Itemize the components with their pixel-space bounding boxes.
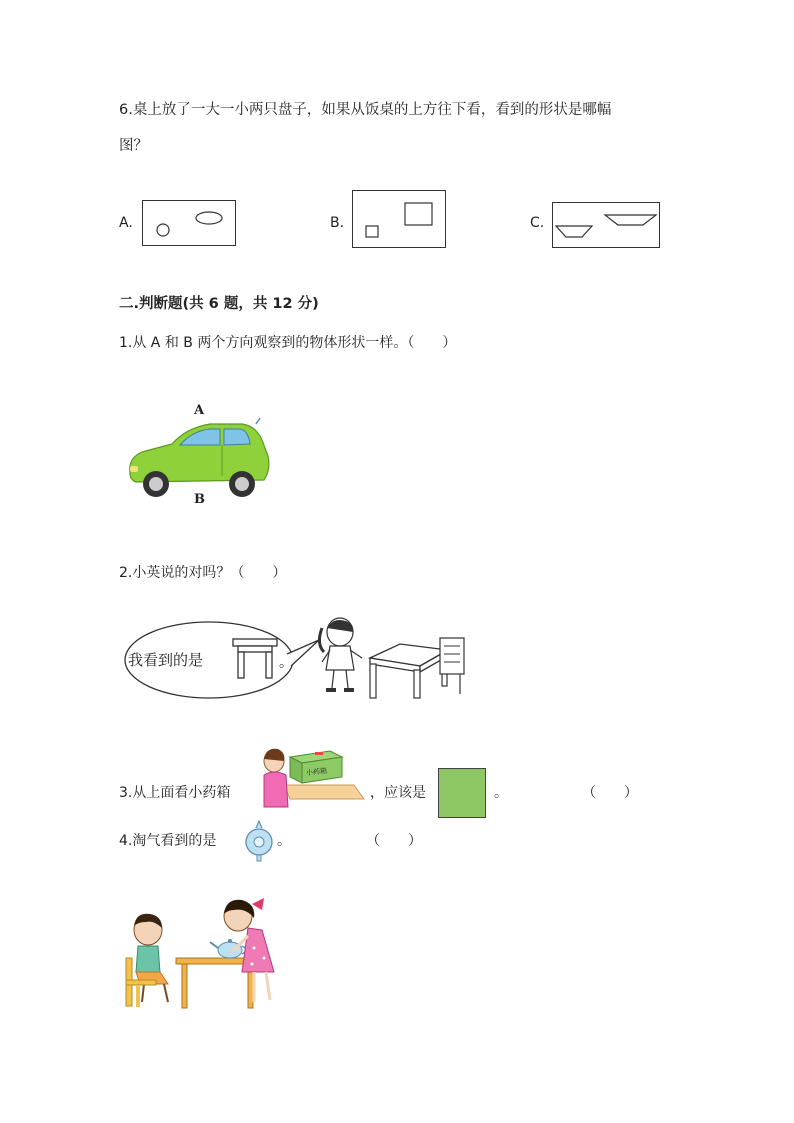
table-front-view-icon: [232, 638, 278, 680]
j4-text-before: 4.淘气看到的是: [119, 833, 217, 849]
large-ellipse: [196, 212, 222, 224]
girl-xiaoying-illustration: [314, 614, 364, 694]
large-square: [405, 203, 432, 225]
option-a-figure: [142, 200, 236, 246]
option-b-label: B.: [330, 215, 345, 231]
j3-text-end: 。: [494, 785, 508, 801]
option-c-shapes: [553, 203, 659, 247]
q6-line1: 6.桌上放了一大一小两只盘子，如果从饭桌的上方往下看，看到的形状是哪幅: [119, 102, 612, 118]
bubble-end: 。: [279, 655, 293, 671]
car-label-b: B: [194, 492, 205, 507]
option-b-figure: [352, 190, 446, 248]
j4-text-end: 。: [277, 833, 291, 849]
section2-title: 二.判断题(共 6 题，共 12 分): [119, 296, 319, 312]
small-square: [366, 226, 378, 237]
green-square-answer: [438, 768, 486, 818]
option-a-label: A.: [119, 215, 133, 231]
option-c-figure: [552, 202, 660, 248]
small-trapezoid: [556, 226, 592, 237]
j1-text: 1.从 A 和 B 两个方向观察到的物体形状一样。（ ）: [119, 335, 457, 351]
q6-line2: 图？: [119, 138, 148, 154]
green-car-illustration: [124, 418, 274, 498]
children-and-teapot-illustration: [124, 892, 294, 1012]
bubble-text: 我看到的是: [128, 651, 204, 669]
j3-paren: （ ）: [582, 785, 638, 801]
option-a-shapes: [143, 201, 235, 245]
j2-text: 2.小英说的对吗？（ ）: [119, 565, 287, 581]
option-b-shapes: [353, 191, 445, 247]
option-c-label: C.: [530, 215, 545, 231]
j4-paren: （ ）: [366, 833, 422, 849]
girl-with-medicine-box-illustration: [260, 745, 364, 813]
teapot-top-view-icon: [243, 820, 275, 862]
medicine-box-label: 小药箱: [305, 766, 328, 778]
car-label-a: A: [194, 403, 205, 418]
table-and-chair-illustration: [366, 636, 466, 700]
small-circle: [157, 224, 169, 236]
large-trapezoid: [605, 215, 656, 225]
j3-text-before: 3.从上面看小药箱: [119, 785, 231, 801]
j3-text-mid: ，应该是: [370, 785, 426, 801]
